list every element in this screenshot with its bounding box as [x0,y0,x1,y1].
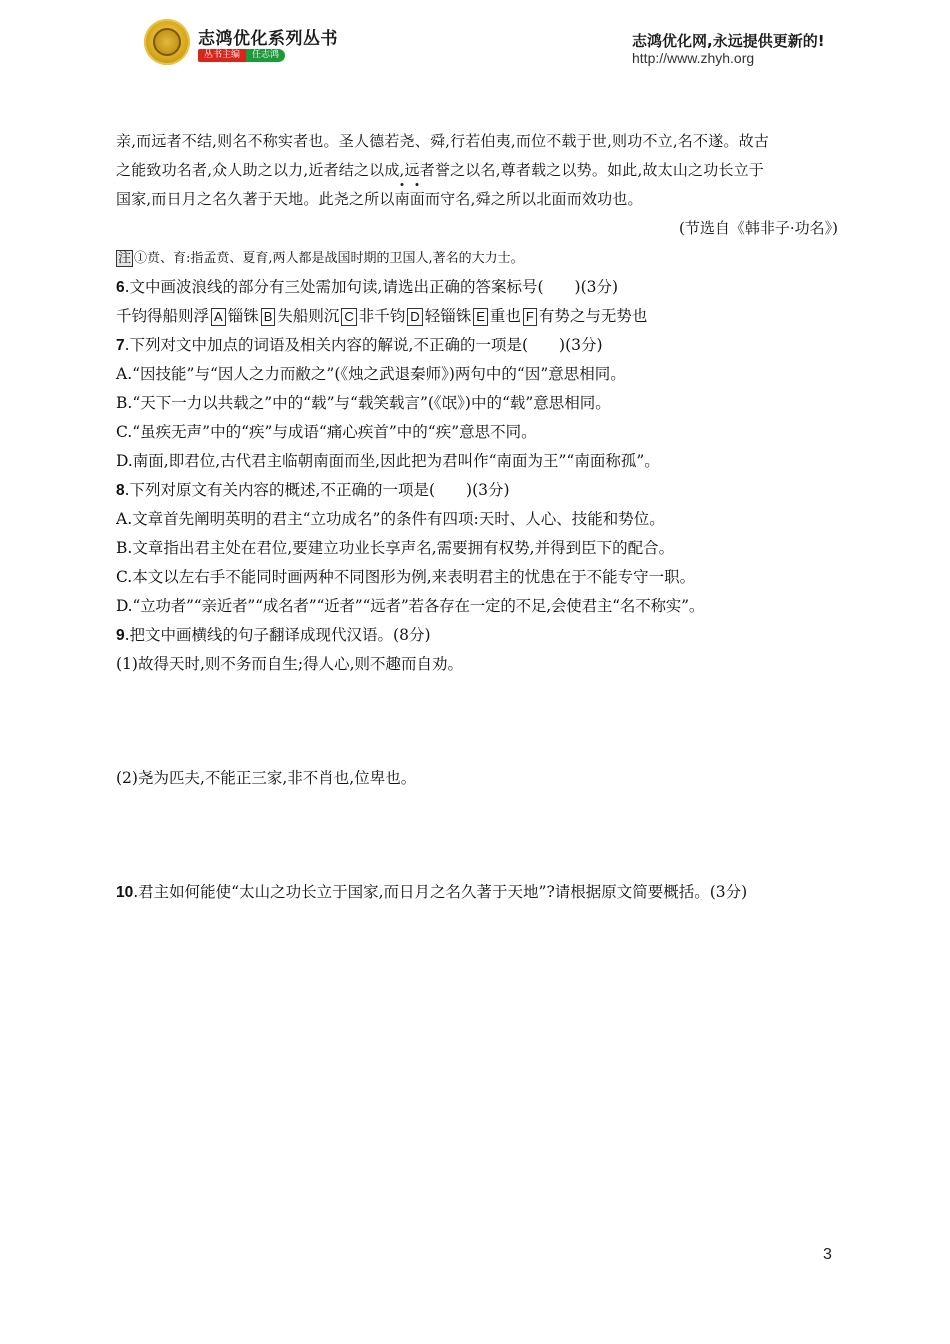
segment-text: 轻锱铢 [424,307,472,325]
question-10-number: 10 [116,884,134,901]
segment-text: 有势之与无势也 [538,307,648,325]
question-9 [116,621,846,650]
annotation-note [116,245,846,273]
segment-text: 非千钧 [358,307,406,325]
mark-c[interactable]: C [341,308,356,326]
question-7-number: 7 [116,337,125,354]
passage-line-2: 之能致功名者,众人助之以力,近者结之以成,远者誉之以名,尊者载之以势。如此,故太山之功长立于 [116,161,765,179]
editor-bar [198,49,285,62]
question-9-part-1: (1)故得天时,则不务而自生;得人心,则不趣而自劝。 [116,655,464,673]
question-8-stem: .下列对原文有关内容的概述,不正确的一项是( )(3分) [124,481,510,499]
segment-text: 重也 [489,307,521,325]
mark-d[interactable]: D [407,308,422,326]
segment-text: 锱铢 [227,307,259,325]
passage-line-3-end: 而守名,舜之所以北面而效功也。 [424,190,643,208]
page-header [0,0,950,90]
dotted-char-nan: 南 [395,185,410,214]
mark-a[interactable]: A [211,308,226,326]
question-8-option-d[interactable]: D.“立功者”“亲近者”“成名者”“近者”“远者”若各存在一定的不足,会使君主“名不称实”。 [116,597,705,615]
page-content [116,127,846,907]
editor-label: 丛书主编 [198,49,246,62]
editor-name: 任志鸿 [246,49,285,62]
question-8-option-a[interactable]: A.文章首先阐明英明的君主“立功成名”的条件有四项:天时、人心、技能和势位。 [116,510,665,528]
series-logo-icon [144,19,190,65]
question-8-option-b[interactable]: B.文章指出君主处在君位,要建立功业长享声名,需要拥有权势,并得到臣下的配合。 [116,539,675,557]
passage-line-3-start: 国家,而日月之名久著于天地。此尧之所以 [116,190,395,208]
question-10 [116,878,846,907]
dotted-char-mian: 面 [410,185,425,214]
answer-space[interactable] [116,679,846,764]
question-7-stem: .下列对文中加点的词语及相关内容的解说,不正确的一项是( )(3分) [124,336,603,354]
question-10-stem: .君主如何能使“太山之功长立于国家,而日月之名久著于天地”?请根据原文简要概括。(3分) [133,883,748,901]
mark-f[interactable]: F [523,308,537,326]
question-9-part-2: (2)尧为匹夫,不能正三家,非不肖也,位卑也。 [116,769,417,787]
question-6-number: 6 [116,279,125,296]
series-title: 志鸿优化系列丛书 [198,29,338,49]
answer-space[interactable] [116,793,846,878]
note-text: ①贲、育:指孟贲、夏育,两人都是战国时期的卫国人,著名的大力士。 [134,251,524,266]
segment-text: 千钧得船则浮 [116,307,210,325]
header-slogan: 志鸿优化网,永远提供更新的! [632,32,825,50]
note-label: 注 [118,251,132,266]
question-6 [116,273,846,302]
mark-b[interactable]: B [261,308,276,326]
question-9-stem: .把文中画横线的句子翻译成现代汉语。(8分) [124,626,431,644]
question-7 [116,331,846,360]
question-6-stem: .文中画波浪线的部分有三处需加句读,请选出正确的答案标号( )(3分) [124,278,619,296]
passage-line-1: 亲,而远者不结,则名不称实者也。圣人德若尧、舜,行若伯夷,而位不载于世,则功不立,名不遂。故古 [116,132,770,150]
question-8-number: 8 [116,482,125,499]
question-8-option-c[interactable]: C.本文以左右手不能同时画两种不同图形为例,来表明君主的忧患在于不能专守一职。 [116,568,696,586]
passage-line-3 [116,185,846,214]
question-7-option-b[interactable]: B.“天下一力以共载之”中的“载”与“载笑载言”(《氓》)中的“载”意思相同。 [116,394,611,412]
question-6-segments [116,302,846,331]
passage-source: (节选自《韩非子·功名》) [679,219,838,237]
mark-e[interactable]: E [473,308,488,326]
page-number: 3 [823,1246,832,1263]
question-8 [116,476,846,505]
question-7-option-a[interactable]: A.“因技能”与“因人之力而敝之”(《烛之武退秦师》)两句中的“因”意思相同。 [116,365,626,383]
question-7-option-c[interactable]: C.“虽疾无声”中的“疾”与成语“痛心疾首”中的“疾”意思不同。 [116,423,537,441]
segment-text: 失船则沉 [277,307,340,325]
question-7-option-d[interactable]: D.南面,即君位,古代君主临朝南面而坐,因此把为君叫作“南面为王”“南面称孤”。 [116,452,660,470]
header-url[interactable]: http://www.zhyh.org [632,50,755,66]
question-9-number: 9 [116,627,125,644]
